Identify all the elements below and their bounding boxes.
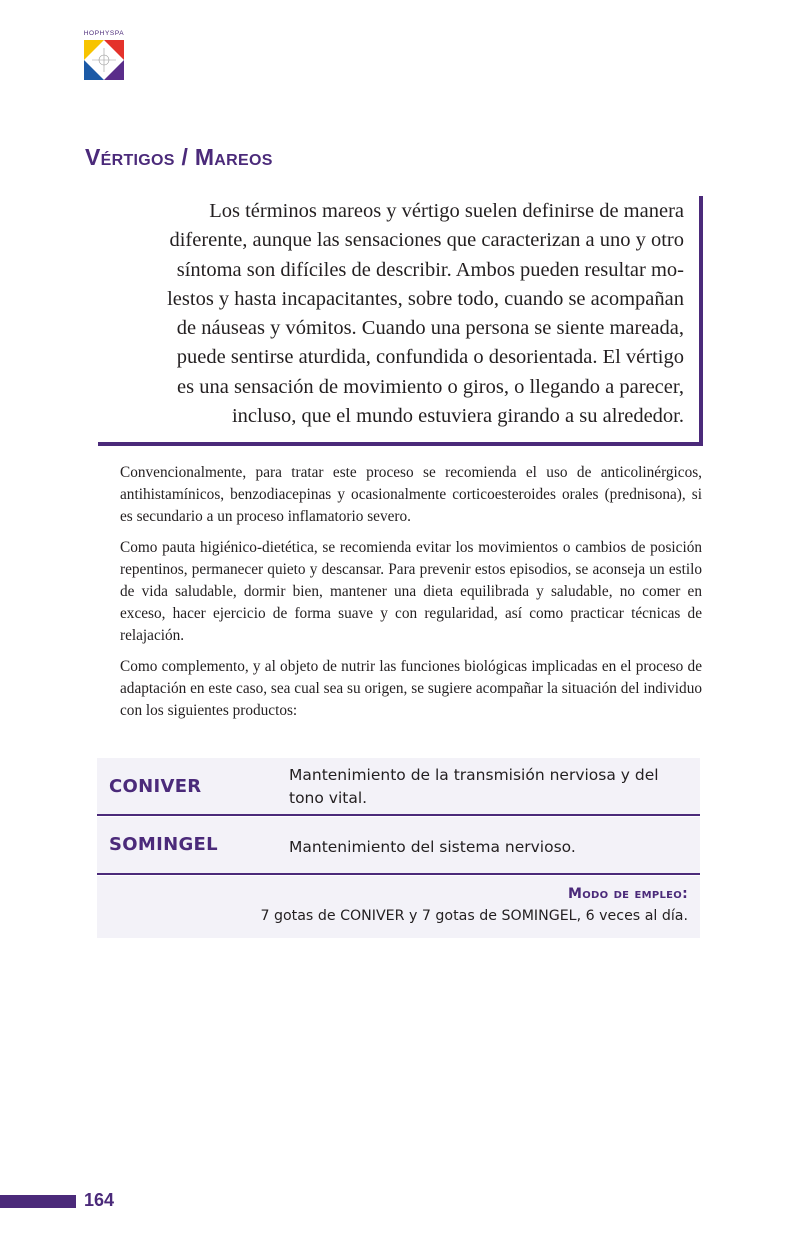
page-number: 164 xyxy=(84,1190,115,1210)
product-row xyxy=(97,758,700,814)
intro-line: puede sentirse aturdida, confundida o desorientada. El vértigo xyxy=(176,346,684,369)
brand-logo xyxy=(83,30,125,80)
product-name: CONIVER xyxy=(109,776,202,797)
usage-text: 7 gotas de CONIVER y 7 gotas de SOMINGEL, 6 veces al día. xyxy=(260,908,688,924)
intro-quote xyxy=(110,197,684,431)
intro-line: síntoma son difíciles de describir. Ambos pueden resultar mo- xyxy=(176,258,684,281)
products-table xyxy=(97,758,700,938)
row-divider xyxy=(97,873,700,875)
product-description: Mantenimiento del sistema nervioso. xyxy=(289,838,576,856)
paragraph: Convencionalmente, para tratar este proceso se recomienda el uso de anticolinérgicos, antihistamínicos, benzodiacepinas y ocasionalmente corticoesteroides orales (prednisona), si es secundario a un proceso inflamatorio severo. xyxy=(120,464,702,526)
intro-line: Los términos mareos y vértigo suelen definirse de manera xyxy=(209,200,684,222)
intro-border-right xyxy=(699,196,703,446)
footer-bar xyxy=(0,1195,76,1208)
product-row xyxy=(97,817,700,873)
usage-label: Modo de empleo: xyxy=(567,886,688,902)
logo-emblem-icon xyxy=(84,40,124,80)
body-text xyxy=(120,462,702,730)
paragraph: Como complemento, y al objeto de nutrir las funciones biológicas implicadas en el proceso de adaptación en este caso, sea cual sea su origen, se sugiere acompañar la situación del individuo con los siguientes productos: xyxy=(120,657,702,720)
product-description: Mantenimiento de la transmisión nerviosa y del tono vital. xyxy=(289,766,659,807)
intro-border-bottom xyxy=(98,442,703,446)
logo-text: HOPHYSPA xyxy=(83,30,125,37)
intro-line: diferente, aunque las sensaciones que caracterizan a uno y otro xyxy=(169,229,684,252)
row-divider xyxy=(97,814,700,816)
intro-line: incluso, que el mundo estuviera girando a su alrededor. xyxy=(231,405,684,428)
intro-line: lestos y hasta incapacitantes, sobre todo, cuando se acompañan xyxy=(167,287,684,310)
page-title: Vértigos / Mareos xyxy=(85,144,273,170)
intro-line: de náuseas y vómitos. Cuando una persona se siente mareada, xyxy=(176,317,684,340)
intro-line: es una sensación de movimiento o giros, o llegando a parecer, xyxy=(177,375,684,398)
product-name: SOMINGEL xyxy=(109,834,218,855)
paragraph: Como pauta higiénico-dietética, se recomienda evitar los movimientos o cambios de posición repentinos, permanecer quieto y descansar. Para prevenir estos episodios, se aconseja un estilo de vida saludable, dormir bien, mantener una dieta equilibrada y saludable, no comer en exceso, hacer ejercicio de forma suave y con regularidad, así como practicar técnicas de relajación. xyxy=(120,538,702,645)
usage-row xyxy=(97,876,700,938)
